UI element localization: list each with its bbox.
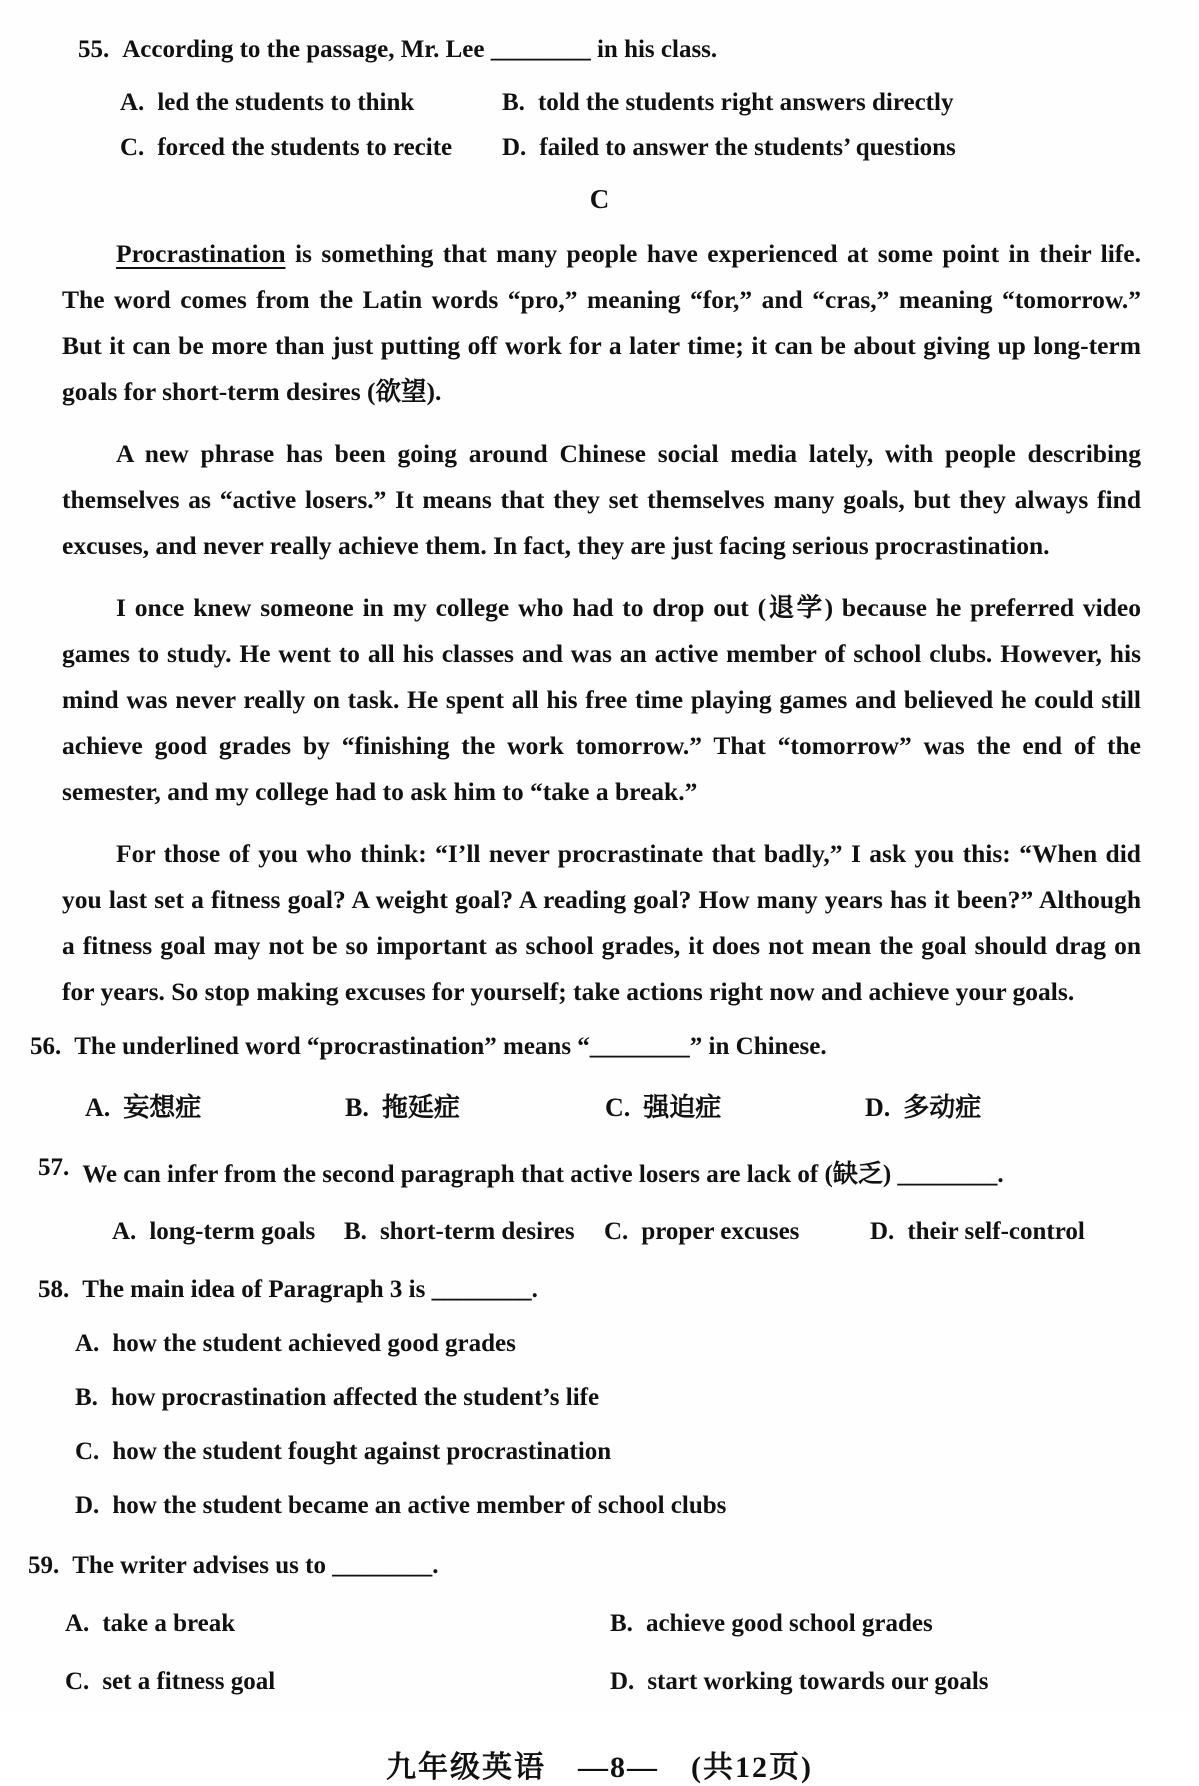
question-59-number: 59. — [28, 1552, 60, 1579]
option-label: D. — [75, 1492, 100, 1519]
option-label: B. — [344, 1218, 367, 1245]
option-text: how the student fought against procrastination — [112, 1438, 612, 1465]
option-text: 多动症 — [903, 1093, 982, 1122]
option-text: 妄想症 — [123, 1093, 202, 1122]
q56-option-c — [605, 1087, 865, 1124]
q59-option-d — [610, 1668, 989, 1696]
option-text: led the students to think — [157, 89, 415, 116]
option-label: B. — [610, 1610, 633, 1637]
option-text: how the student became an active member of school clubs — [112, 1492, 727, 1519]
option-text: 拖延症 — [381, 1093, 460, 1122]
q58-option-b — [75, 1384, 1199, 1412]
q55-option-b — [502, 80, 953, 125]
option-text: 强迫症 — [643, 1093, 722, 1122]
q55-option-d — [502, 125, 956, 170]
section-heading-c: C — [589, 184, 610, 214]
page-footer: 九年级英语 —8— (共12页) — [386, 1751, 813, 1784]
question-59-text: The writer advises us to ________. — [72, 1552, 439, 1579]
q56-option-d — [865, 1087, 981, 1124]
q57-option-b — [344, 1218, 604, 1246]
option-label: D. — [865, 1093, 891, 1122]
question-57 — [38, 1154, 1159, 1190]
option-text: long-term goals — [149, 1218, 316, 1245]
option-text: start working towards our goals — [647, 1668, 989, 1695]
option-label: B. — [502, 89, 525, 116]
question-56-options — [85, 1087, 1199, 1124]
question-55 — [0, 0, 1199, 64]
option-label: A. — [85, 1093, 111, 1122]
option-label: A. — [112, 1218, 137, 1245]
q58-option-c — [75, 1438, 1199, 1466]
option-label: D. — [610, 1668, 635, 1695]
q58-option-d — [75, 1492, 1199, 1520]
question-57-options — [112, 1218, 1199, 1246]
option-label: C. — [605, 1093, 631, 1122]
option-label: B. — [345, 1093, 369, 1122]
question-55-options — [0, 80, 1199, 170]
question-57-text: We can infer from the second paragraph that active losers are lack of (缺乏) ________. — [82, 1161, 1004, 1188]
q56-option-b — [345, 1087, 605, 1124]
option-label: C. — [65, 1668, 90, 1695]
option-text: set a fitness goal — [102, 1668, 276, 1695]
option-text: told the students right answers directly — [537, 89, 954, 116]
option-text: proper excuses — [641, 1218, 800, 1245]
q57-option-d — [870, 1218, 1085, 1246]
reading-passage — [62, 231, 1141, 1015]
q58-option-a — [75, 1330, 1199, 1358]
option-label: A. — [65, 1610, 90, 1637]
passage-paragraph-3: I once knew someone in my college who had to drop out (退学) because he preferred video games to study. He went to all his classes and was an active member of school clubs. However, his mind was never really on task. He spent all his free time playing games and believed he could still achieve good grades by “finishing the work tomorrow.” That “tomorrow” was the end of the semester, and my college had to ask him to “take a break.” — [62, 593, 1141, 806]
passage-paragraph-1 — [62, 231, 1141, 415]
question-58 — [38, 1276, 1159, 1304]
q56-option-a — [85, 1087, 345, 1124]
passage-paragraph-2: A new phrase has been going around Chinese social media lately, with people describing themselves as “active losers.” It means that they set themselves many goals, but they always find excuses, and never really achieve them. In fact, they are just facing serious procrastination. — [62, 439, 1141, 560]
q59-option-c — [65, 1668, 610, 1696]
question-58-options — [75, 1330, 1199, 1520]
option-label: A. — [120, 89, 145, 116]
option-label: C. — [604, 1218, 629, 1245]
option-text: how procrastination affected the student’s life — [110, 1384, 600, 1411]
option-text: forced the students to recite — [157, 134, 453, 161]
underlined-word: Procrastination — [116, 239, 286, 268]
option-label: A. — [75, 1330, 100, 1357]
question-58-text: The main idea of Paragraph 3 is ________. — [82, 1276, 538, 1303]
q57-option-c — [604, 1218, 870, 1246]
option-label: C. — [75, 1438, 100, 1465]
question-56-number: 56. — [30, 1033, 62, 1060]
question-56 — [30, 1033, 1159, 1061]
option-label: B. — [75, 1384, 98, 1411]
question-59 — [28, 1552, 1159, 1580]
option-text: short-term desires — [379, 1218, 575, 1245]
option-text: failed to answer the students’ questions — [539, 134, 956, 161]
question-55-number: 55. — [78, 36, 110, 63]
option-label: D. — [502, 134, 527, 161]
question-56-text: The underlined word “procrastination” means “________” in Chinese. — [74, 1033, 827, 1060]
q55-option-a — [120, 80, 502, 125]
q59-option-a — [65, 1610, 610, 1638]
option-label: C. — [120, 134, 145, 161]
paragraph-1-text: is something that many people have experienced at some point in their life. The word comes from the Latin words “pro,” meaning “for,” and “cras,” meaning “tomorrow.” But it can be more than just putting off work for a later time; it can be about giving up long-term goals for short-term desires (欲望). — [62, 239, 1141, 406]
option-text: achieve good school grades — [645, 1610, 933, 1637]
q59-option-b — [610, 1610, 933, 1638]
q57-option-a — [112, 1218, 344, 1246]
question-59-options — [65, 1610, 1199, 1696]
passage-paragraph-4: For those of you who think: “I’ll never procrastinate that badly,” I ask you this: “When did you last set a fitness goal? A weight goal? A reading goal? How many years has it been?” Although a fitness goal may not be so important as school grades, it does not mean the goal should drag on for years. So stop making excuses for yourself; take actions right now and achieve your goals. — [62, 839, 1141, 1006]
question-57-number: 57. — [38, 1154, 70, 1181]
option-text: their self-control — [907, 1218, 1085, 1245]
question-58-number: 58. — [38, 1276, 70, 1303]
question-55-text: According to the passage, Mr. Lee ________ in his class. — [122, 36, 718, 63]
option-label: D. — [870, 1218, 895, 1245]
option-text: how the student achieved good grades — [112, 1330, 516, 1357]
q55-option-c — [120, 125, 502, 170]
option-text: take a break — [102, 1610, 236, 1637]
